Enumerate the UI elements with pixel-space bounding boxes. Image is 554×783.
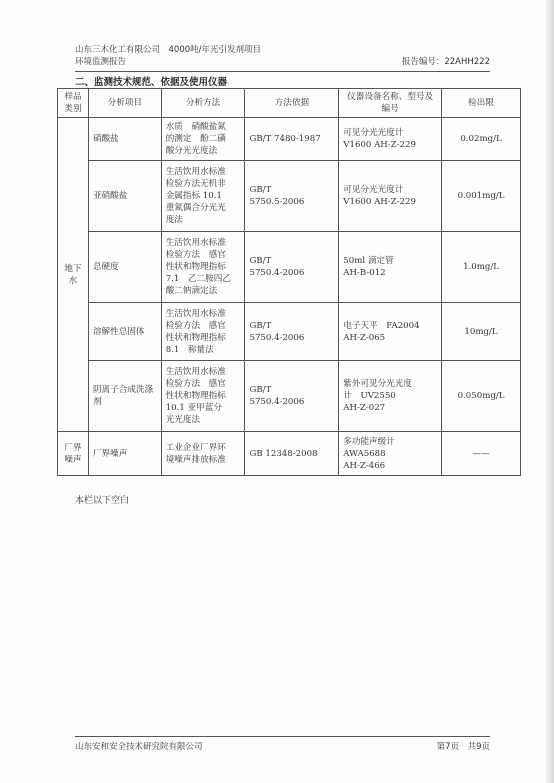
basis-cell: GB/T 5750.4-2006 bbox=[245, 232, 339, 303]
header-divider bbox=[75, 71, 490, 72]
basis-cell: GB/T 5750.4-2006 bbox=[245, 361, 339, 432]
category-cell: 厂界噪声 bbox=[58, 432, 89, 476]
basis-cell: GB/T 7480-1987 bbox=[245, 118, 339, 161]
method-cell: 工业企业厂界环 境噪声排放标准 bbox=[161, 432, 245, 476]
item-cell: 硝酸盐 bbox=[88, 118, 161, 161]
header-cell: 方法依据 bbox=[245, 89, 339, 118]
method-cell: 生活饮用水标准 检验方法无机非 金属指标 10.1 重氮偶合分光光 度法 bbox=[161, 161, 245, 232]
device-cell: 多功能声级计 AWA5688 AH-Z-466 bbox=[339, 432, 442, 476]
header-cell: 分析项目 bbox=[88, 89, 161, 118]
blank-below-note: 本栏以下空白 bbox=[75, 496, 130, 506]
footer-institute: 山东安和安全技术研究院有限公司 bbox=[75, 742, 203, 752]
category-cell: 地下水 bbox=[58, 118, 89, 432]
footer-page-number: 第7页 共9页 bbox=[436, 742, 490, 752]
method-cell: 生活饮用水标准 检验方法 感官 性状和物理指标 10.1 亚甲蓝分 光光度法 bbox=[161, 361, 245, 432]
basis-cell: GB/T 5750.5-2006 bbox=[245, 161, 339, 232]
header-company-project: 山东三木化工有限公司 4000吨/年光引发剂项目 bbox=[75, 45, 261, 55]
method-cell: 生活饮用水标准 检验方法 感官 性状和物理指标 8.1 称量法 bbox=[161, 303, 245, 361]
item-cell: 溶解性总固体 bbox=[88, 303, 161, 361]
table-row bbox=[58, 432, 521, 476]
header-doc-type: 环境监测报告 bbox=[75, 57, 127, 67]
item-cell: 亚硝酸盐 bbox=[88, 161, 161, 232]
table-header-row bbox=[58, 89, 521, 118]
page-footer bbox=[75, 740, 490, 752]
monitoring-table bbox=[57, 88, 521, 476]
limit-cell: 1.0mg/L bbox=[442, 232, 521, 303]
method-cell: 生活饮用水标准 检验方法 感官 性状和物理指标 7.1 乙二胺四乙 酸二钠滴定法 bbox=[161, 232, 245, 303]
basis-cell: GB 12348-2008 bbox=[245, 432, 339, 476]
basis-cell: GB/T 5750.4-2006 bbox=[245, 303, 339, 361]
section-title: 二、监测技术规范、依据及使用仪器 bbox=[75, 77, 228, 88]
table-row bbox=[58, 161, 521, 232]
header-report-no: 报告编号：22AHH222 bbox=[401, 57, 490, 67]
device-cell: 可见分光光度计 V1600 AH-Z-229 bbox=[339, 118, 442, 161]
item-cell: 厂界噪声 bbox=[88, 432, 161, 476]
method-cell: 水质 硝酸盐氮 的测定 酚二磺 酸分光光度法 bbox=[161, 118, 245, 161]
header-cell: 样品类别 bbox=[58, 89, 89, 118]
footer-divider bbox=[75, 736, 490, 737]
limit-cell: —— bbox=[442, 432, 521, 476]
device-cell: 可见分光光度计 V1600 AH-Z-229 bbox=[339, 161, 442, 232]
table-row bbox=[58, 361, 521, 432]
limit-cell: 0.02mg/L bbox=[442, 118, 521, 161]
page-header bbox=[75, 44, 490, 68]
header-cell: 分析方法 bbox=[161, 89, 245, 118]
table-row bbox=[58, 118, 521, 161]
device-cell: 电子天平 FA2004 AH-Z-065 bbox=[339, 303, 442, 361]
limit-cell: 10mg/L bbox=[442, 303, 521, 361]
limit-cell: 0.050mg/L bbox=[442, 361, 521, 432]
scan-edge bbox=[546, 0, 554, 783]
device-cell: 50ml 滴定管 AH-B-012 bbox=[339, 232, 442, 303]
limit-cell: 0.001mg/L bbox=[442, 161, 521, 232]
table-row bbox=[58, 232, 521, 303]
table-row bbox=[58, 303, 521, 361]
item-cell: 阴离子合成洗涤剂 bbox=[88, 361, 161, 432]
item-cell: 总硬度 bbox=[88, 232, 161, 303]
header-cell: 检出限 bbox=[442, 89, 521, 118]
header-cell: 仪器设备名称、型号及编号 bbox=[339, 89, 442, 118]
device-cell: 紫外可见分光光度 计 UV2550 AH-Z-027 bbox=[339, 361, 442, 432]
